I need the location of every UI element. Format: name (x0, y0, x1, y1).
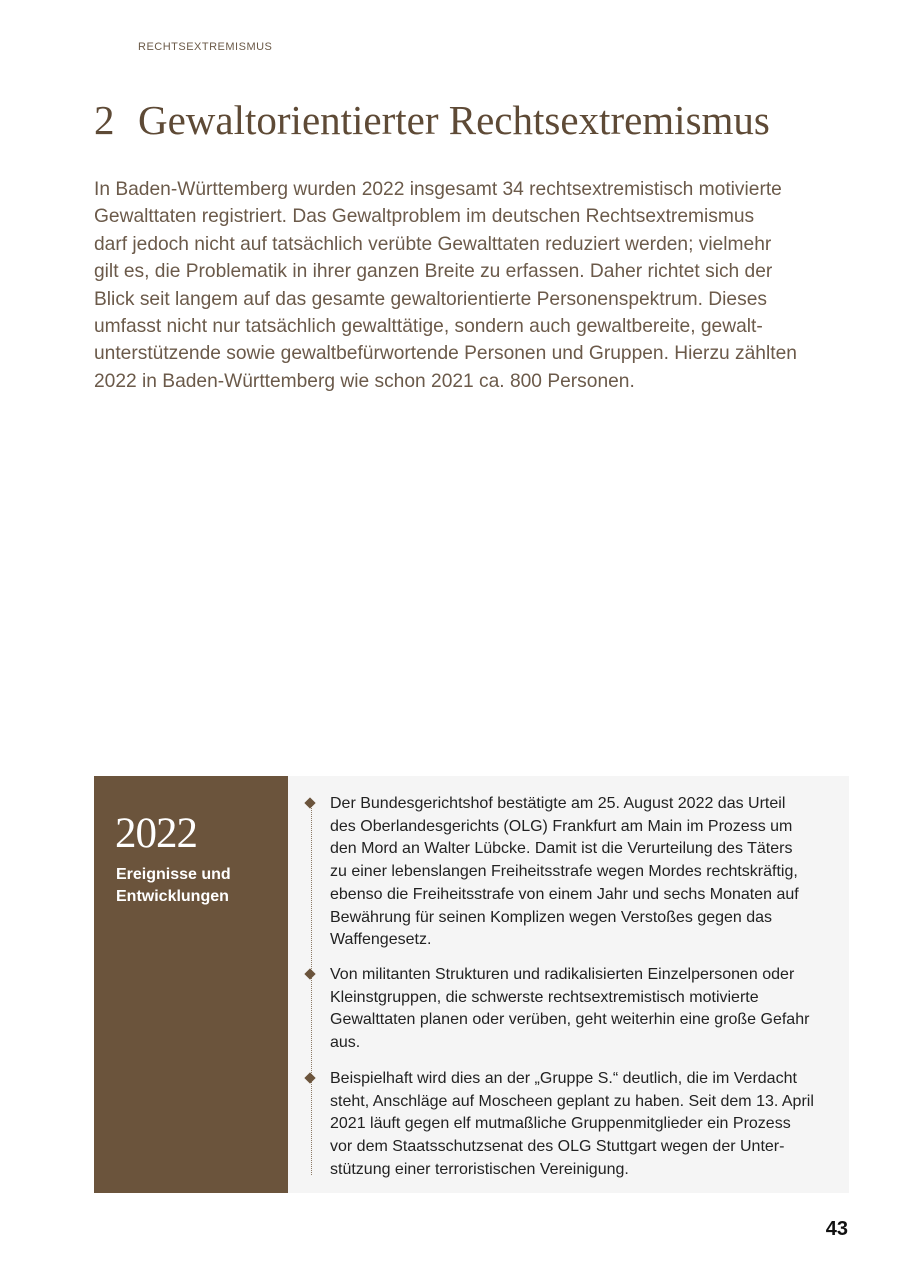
diamond-bullet-icon (304, 1072, 315, 1083)
event-line: Gewalttaten planen oder verüben, geht weiterhin eine große Gefahr (330, 1011, 810, 1029)
event-text (330, 964, 838, 1055)
event-line: Waffengesetz. (330, 931, 432, 949)
intro-line: gilt es, die Problematik in ihrer ganzen Breite zu erfassen. Daher richtet sich der (94, 261, 773, 283)
events-list (288, 776, 849, 1193)
page-number: 43 (825, 1218, 848, 1240)
event-line: Von militanten Strukturen und radikalisierten Einzelpersonen oder (330, 966, 795, 983)
intro-paragraph (94, 176, 864, 395)
event-line: ebenso die Freiheitsstrafe von einem Jahr und sechs Monaten auf (330, 885, 799, 903)
intro-line: darf jedoch nicht auf tatsächlich verübte Gewalttaten reduziert werden; vielmehr (94, 233, 772, 255)
dotted-timeline (311, 806, 312, 1175)
event-line: des Oberlandesgerichts (OLG) Frankfurt am Main im Prozess um (330, 817, 793, 835)
diamond-bullet-icon (304, 797, 315, 808)
intro-line: umfasst nicht nur tatsächlich gewalttätige, sondern auch gewaltbereite, gewalt- (94, 316, 763, 338)
event-line: Bewährung für seinen Komplizen wegen Verstoßes gegen das (330, 908, 773, 926)
intro-line: Blick seit langem auf das gesamte gewaltorientierte Personenspektrum. Dieses (94, 288, 767, 310)
event-line: vor dem Staatsschutzsenat des OLG Stuttgart wegen der Unter- (330, 1138, 785, 1156)
event-line: stützung einer terroristischen Vereinigung. (330, 1160, 629, 1178)
event-line: den Mord an Walter Lübcke. Damit ist die Verurteilung des Täters (330, 840, 793, 858)
event-line: 2021 läuft gegen elf mutmaßliche Gruppenmitglieder ein Prozess (330, 1115, 791, 1133)
events-box (94, 776, 849, 1193)
intro-line: In Baden-Württemberg wurden 2022 insgesamt 34 rechtsextremistisch motivierte (94, 179, 782, 200)
event-text (330, 793, 838, 952)
event-line: zu einer lebenslangen Freiheitsstrafe wegen Mordes rechtskräftig, (330, 863, 798, 881)
intro-line: 2022 in Baden-Württemberg wie schon 2021 ca. 800 Personen. (94, 370, 635, 392)
event-text (330, 1068, 838, 1182)
events-subtitle: Ereignisse und Entwicklungen (116, 866, 231, 905)
event-line: Beispielhaft wird dies an der „Gruppe S.“ deutlich, die im Verdacht (330, 1070, 797, 1087)
events-sidebar (94, 776, 288, 1193)
event-line: Kleinstgruppen, die schwerste rechtsextremistisch motivierte (330, 988, 759, 1006)
running-head: RECHTSEXTREMISMUS (138, 41, 273, 53)
chapter-title-text: Gewaltorientierter Rechtsextremismus (138, 97, 770, 143)
chapter-title (94, 96, 770, 144)
diamond-bullet-icon (304, 968, 315, 979)
event-line: aus. (330, 1034, 361, 1052)
chapter-number: 2 (94, 97, 115, 143)
intro-line: Gewalttaten registriert. Das Gewaltproblem im deutschen Rechtsextremismus (94, 206, 755, 228)
intro-line: unterstützende sowie gewaltbefürwortende Personen und Gruppen. Hierzu zählten (94, 343, 797, 365)
event-line: steht, Anschläge auf Moscheen geplant zu haben. Seit dem 13. April (330, 1092, 814, 1110)
event-line: Der Bundesgerichtshof bestätigte am 25. August 2022 das Urteil (330, 795, 786, 812)
events-year: 2022 (115, 810, 197, 857)
